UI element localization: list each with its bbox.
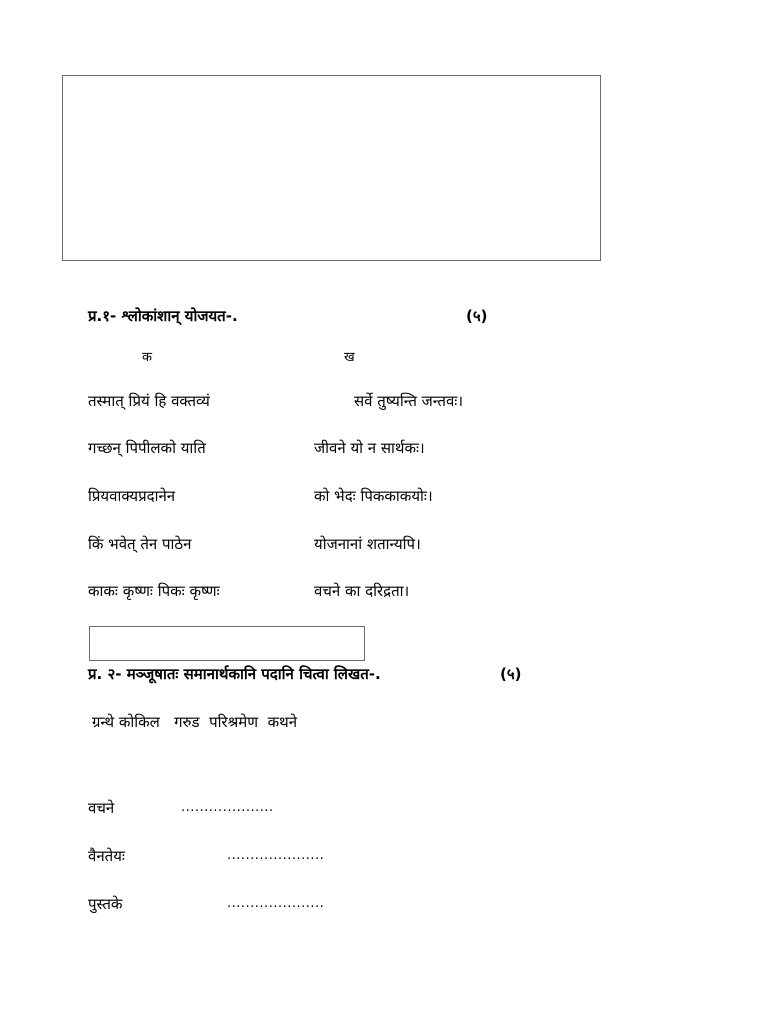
q1-column-a-header: क (142, 350, 152, 365)
q2-item-2-blank: ..................... (227, 848, 325, 863)
q1-row-5-a: काकः कृष्णः पिकः कृष्णः (88, 582, 220, 600)
q1-title: प्र.१- श्लोकांशान् योजयत-. (88, 307, 238, 325)
q1-row-5-b: वचने का दरिद्रता। (314, 582, 410, 600)
q1-row-2-b: जीवने यो न सार्थकः। (314, 439, 425, 457)
q2-word-box: ग्रन्थे कोकिल गरुड परिश्रमेण कथने (92, 713, 298, 731)
q1-marks: (५) (466, 307, 488, 325)
q2-marks: (५) (500, 665, 522, 683)
q2-item-2-word: वैनतेयः (88, 847, 125, 865)
q2-item-1-word: वचने (88, 799, 115, 817)
q1-row-4-b: योजनानां शतान्यपि। (314, 535, 421, 553)
empty-box (89, 626, 365, 661)
q1-row-3-b: को भेदः पिककाकयोः। (314, 487, 433, 505)
q1-row-1-b: सर्वे तुष्यन्ति जन्तवः। (354, 392, 464, 410)
q1-row-1-a: तस्मात् प्रियं हि वक्तव्यं (88, 392, 210, 410)
q2-item-1-blank: .................... (181, 800, 274, 815)
header-box (62, 75, 601, 261)
q1-row-4-a: किं भवेत् तेन पाठेन (88, 535, 192, 553)
q1-row-3-a: प्रियवाक्यप्रदानेन (88, 487, 176, 505)
q2-title: प्र. २- मञ्जूषातः समानार्थकानि पदानि चित्वा लिखत-. (88, 665, 381, 683)
q2-item-3-word: पुस्तके (88, 895, 123, 913)
q2-item-3-blank: ..................... (227, 896, 325, 911)
q1-column-b-header: ख (344, 350, 355, 365)
q1-row-2-a: गच्छन् पिपीलको याति (88, 439, 206, 457)
